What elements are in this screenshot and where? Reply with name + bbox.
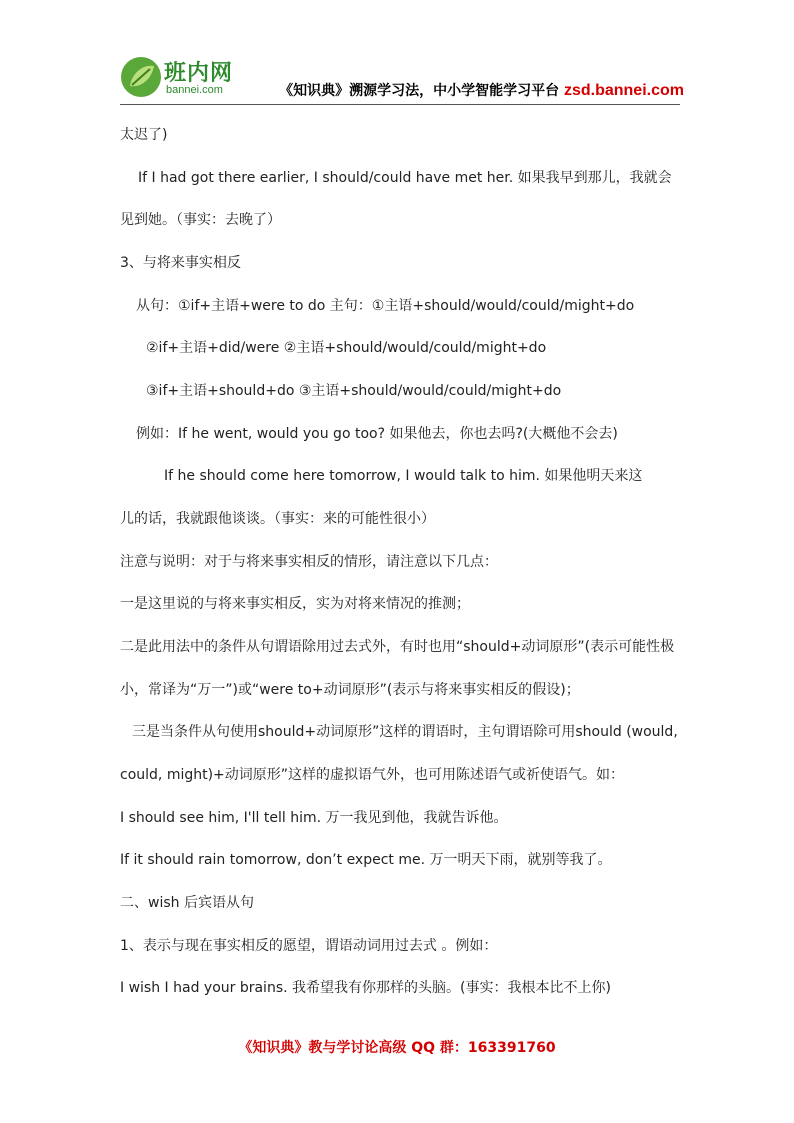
leaf-logo-icon [120,56,162,98]
text-line: 1、表示与现在事实相反的愿望，谓语动词用过去式 。例如： [120,938,498,954]
text-line: 从句：①if+主语+were to do 主句：①主语+should/would/could/might+do [136,298,635,314]
text-line: 注意与说明：对于与将来事实相反的情形，请注意以下几点： [120,554,498,570]
page-footer: 《知识典》教与学讨论高级 QQ 群：163391760 [238,1040,556,1056]
text-line: 三是当条件从句使用should+动词原形”这样的谓语时，主句谓语除可用should (would, [132,724,678,740]
text-line: ②if+主语+did/were ②主语+should/would/could/might+do [146,340,547,356]
site-url-link[interactable]: zsd.bannei.com [563,82,684,99]
text-line: 一是这里说的与将来事实相反，实为对将来情况的推测； [120,596,470,612]
header-tagline [279,80,684,100]
section-heading: 3、与将来事实相反 [120,255,241,271]
logo-text-cn: 班内网 [164,61,234,86]
page-header [120,52,684,106]
text-line: 例如：If he went, would you go too? 如果他去，你也去吗?(大概他不会去) [136,426,618,442]
tagline-text: 《知识典》溯源学习法，中小学智能学习平台 [279,83,560,99]
header-divider [120,104,680,105]
text-line: 太迟了) [120,127,168,143]
text-line: If it should rain tomorrow, don’t expect me. 万一明天下雨，就别等我了。 [120,852,612,868]
text-line: I wish I had your brains. 我希望我有你那样的头脑。(事实：我根本比不上你) [120,980,611,996]
text-line: 儿的话，我就跟他谈谈。（事实：来的可能性很小） [120,511,435,527]
text-line: ③if+主语+should+do ③主语+should/would/could/might+do [146,383,562,399]
text-line: I should see him, I'll tell him. 万一我见到他，我就告诉他。 [120,810,508,826]
text-line: could, might)+动词原形”这样的虚拟语气外，也可用陈述语气或祈使语气。如： [120,767,625,783]
text-line: If I had got there earlier, I should/could have met her. 如果我早到那儿，我就会 [138,170,672,186]
text-line: 小，常译为“万一”)或“were to+动词原形”(表示与将来事实相反的假设)； [120,682,580,698]
text-line: 见到她。（事实：去晚了） [120,212,281,228]
logo-text-en: bannei.com [166,84,223,96]
text-line: If he should come here tomorrow, I would talk to him. 如果他明天来这 [164,468,643,484]
bannei-logo[interactable] [120,56,250,102]
text-line: 二是此用法中的条件从句谓语除用过去式外，有时也用“should+动词原形”(表示可能性极 [120,639,675,655]
section-heading: 二、wish 后宾语从句 [120,895,254,911]
